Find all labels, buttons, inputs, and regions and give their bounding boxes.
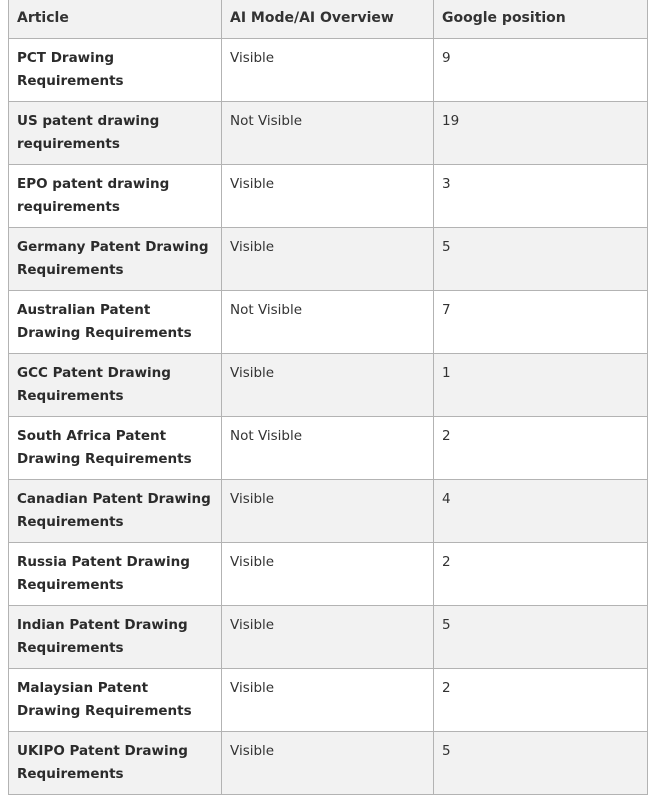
cell-article: Russia Patent Drawing Requirements	[9, 543, 222, 606]
table-row	[9, 669, 648, 732]
table-row	[9, 732, 648, 795]
cell-article: US patent drawing requirements	[9, 102, 222, 165]
table-row	[9, 291, 648, 354]
header-google-position: Google position	[434, 0, 648, 39]
table-body	[9, 39, 648, 795]
cell-position: 4	[434, 480, 648, 543]
cell-position: 2	[434, 417, 648, 480]
cell-position: 7	[434, 291, 648, 354]
cell-ai-visibility: Visible	[222, 228, 434, 291]
cell-article: South Africa Patent Drawing Requirements	[9, 417, 222, 480]
table-row	[9, 543, 648, 606]
cell-ai-visibility: Visible	[222, 39, 434, 102]
cell-position: 2	[434, 543, 648, 606]
cell-article: Australian Patent Drawing Requirements	[9, 291, 222, 354]
cell-article: Malaysian Patent Drawing Requirements	[9, 669, 222, 732]
table-row	[9, 606, 648, 669]
cell-article: Germany Patent Drawing Requirements	[9, 228, 222, 291]
cell-article: Canadian Patent Drawing Requirements	[9, 480, 222, 543]
cell-article: EPO patent drawing requirements	[9, 165, 222, 228]
cell-article: Indian Patent Drawing Requirements	[9, 606, 222, 669]
cell-position: 1	[434, 354, 648, 417]
cell-position: 3	[434, 165, 648, 228]
cell-position: 9	[434, 39, 648, 102]
table-row	[9, 480, 648, 543]
cell-position: 5	[434, 228, 648, 291]
cell-ai-visibility: Not Visible	[222, 102, 434, 165]
cell-ai-visibility: Visible	[222, 480, 434, 543]
table-row	[9, 417, 648, 480]
cell-article: UKIPO Patent Drawing Requirements	[9, 732, 222, 795]
header-ai-mode: AI Mode/AI Overview	[222, 0, 434, 39]
results-table	[8, 0, 648, 795]
cell-position: 19	[434, 102, 648, 165]
cell-ai-visibility: Visible	[222, 669, 434, 732]
results-table-container	[8, 0, 647, 782]
table-row	[9, 102, 648, 165]
header-row	[9, 0, 648, 39]
table-row	[9, 39, 648, 102]
cell-ai-visibility: Visible	[222, 732, 434, 795]
cell-ai-visibility: Not Visible	[222, 417, 434, 480]
cell-ai-visibility: Visible	[222, 543, 434, 606]
table-header	[9, 0, 648, 39]
header-article: Article	[9, 0, 222, 39]
table-row	[9, 354, 648, 417]
cell-article: GCC Patent Drawing Requirements	[9, 354, 222, 417]
cell-position: 5	[434, 606, 648, 669]
cell-position: 5	[434, 732, 648, 795]
table-row	[9, 165, 648, 228]
table-row	[9, 228, 648, 291]
cell-ai-visibility: Visible	[222, 606, 434, 669]
cell-position: 2	[434, 669, 648, 732]
cell-ai-visibility: Visible	[222, 165, 434, 228]
cell-ai-visibility: Visible	[222, 354, 434, 417]
cell-ai-visibility: Not Visible	[222, 291, 434, 354]
cell-article: PCT Drawing Requirements	[9, 39, 222, 102]
